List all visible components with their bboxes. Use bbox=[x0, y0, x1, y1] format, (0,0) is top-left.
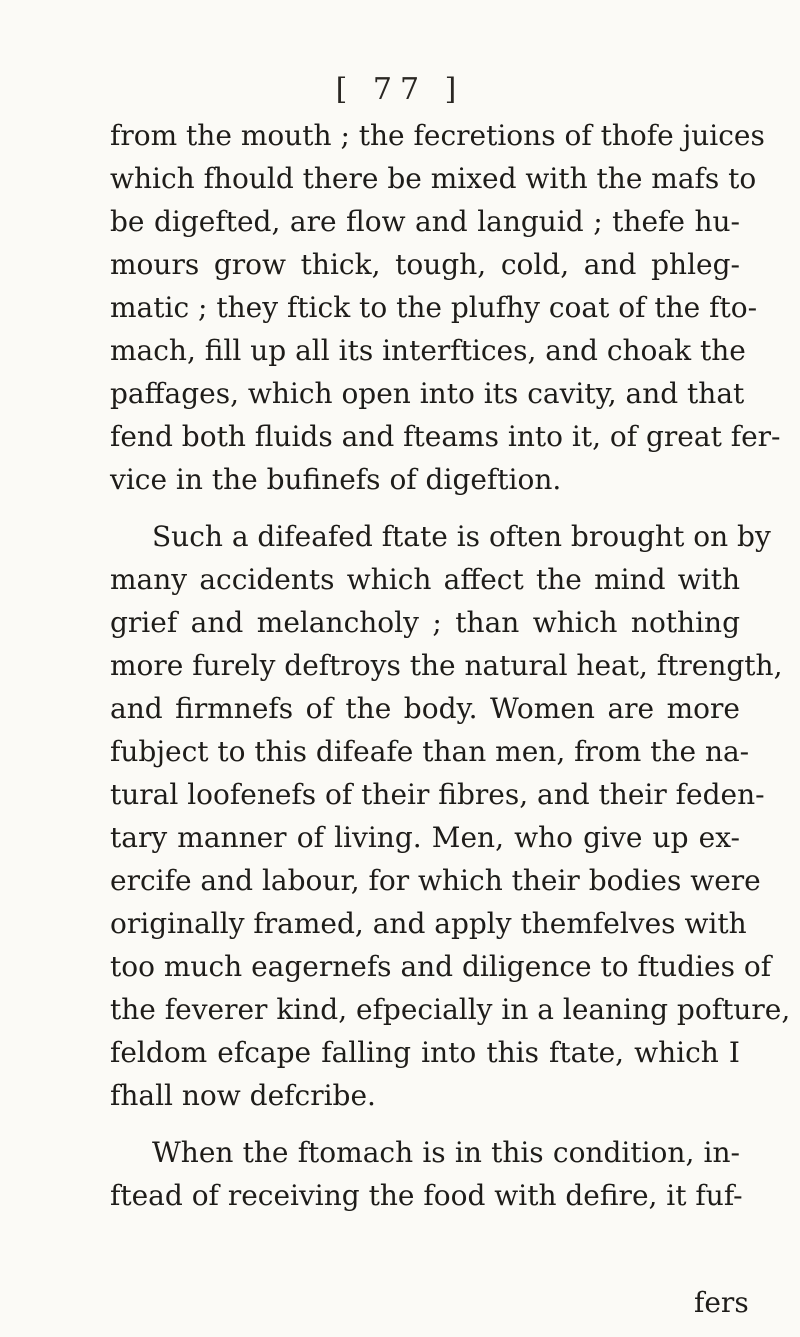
text-line: tural loofenefs of their fibres, and their feden- bbox=[110, 778, 765, 811]
paragraph bbox=[110, 1131, 743, 1217]
text-line: mours grow thick, tough, cold, and phleg- bbox=[110, 248, 740, 281]
text-line: matic ; they ftick to the plufhy coat of the fto- bbox=[110, 291, 758, 324]
text-line: Such a difeafed ftate is often brought on by bbox=[152, 520, 771, 553]
text-line: be digefted, are flow and languid ; thefe hu- bbox=[110, 205, 740, 238]
text-line: from the mouth ; the fecretions of thofe juices bbox=[110, 119, 765, 152]
text-line: fubject to this difeafe than men, from the na- bbox=[110, 735, 750, 768]
text-line: vice in the bufinefs of digeftion. bbox=[110, 463, 562, 496]
text-line: and firmnefs of the body. Women are more bbox=[110, 692, 740, 725]
text-line: many accidents which affect the mind with bbox=[110, 563, 740, 596]
text-line: paffages, which open into its cavity, and that bbox=[110, 377, 745, 410]
page-number: [ 77 ] bbox=[335, 72, 465, 107]
text-line: ercife and labour, for which their bodies were bbox=[110, 864, 761, 897]
text-line: originally framed, and apply themfelves with bbox=[110, 907, 747, 940]
text-line: mach, fill up all its interftices, and choak the bbox=[110, 334, 746, 367]
text-line: ftead of receiving the food with defire, it fuf- bbox=[110, 1179, 743, 1212]
text-line: more furely deftroys the natural heat, ftrength, bbox=[110, 649, 783, 682]
text-line: fhall now defcribe. bbox=[110, 1079, 376, 1112]
text-line: which fhould there be mixed with the mafs to bbox=[110, 162, 757, 195]
text-line: fend both fluids and fteams into it, of great fer- bbox=[110, 420, 781, 453]
text-line: tary manner of living. Men, who give up ex- bbox=[110, 821, 740, 854]
text-line: feldom efcape falling into this ftate, which I bbox=[110, 1036, 740, 1069]
text-line: grief and melancholy ; than which nothing bbox=[110, 606, 740, 639]
text-line: too much eagernefs and diligence to ftudies of bbox=[110, 950, 772, 983]
body-text bbox=[110, 114, 791, 1217]
paragraph bbox=[110, 515, 791, 1117]
catchword: fers bbox=[694, 1286, 749, 1319]
text-line: the feverer kind, efpecially in a leaning pofture, bbox=[110, 993, 791, 1026]
text-line: When the ftomach is in this condition, in- bbox=[152, 1136, 740, 1169]
paragraph bbox=[110, 114, 781, 501]
